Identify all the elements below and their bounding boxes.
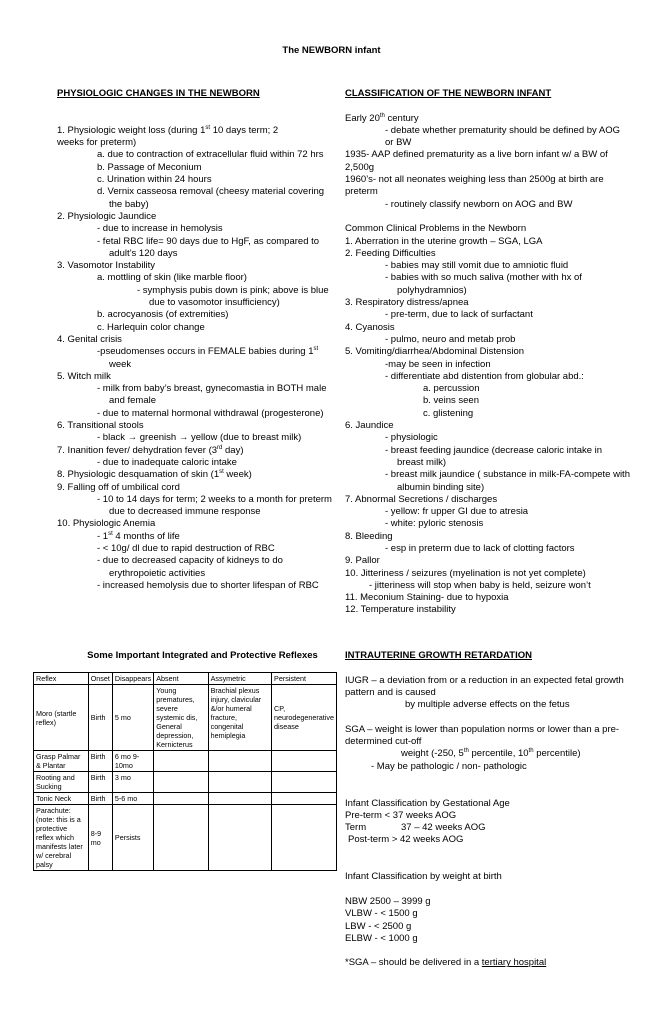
right-line	[345, 445, 630, 470]
left-line-text: c. Urination within 24 hours	[97, 174, 212, 186]
right-line-text: - babies may still vomit due to amniotic fluid	[385, 260, 569, 272]
sga-note-underlined: tertiary hospital	[481, 957, 547, 969]
left-line-text: 2. Physiologic Jaundice	[57, 210, 157, 222]
reflex-table-cell	[154, 751, 208, 772]
left-line-text: - milk from baby’s breast, gynecomastia in BOTH male and female	[97, 383, 327, 407]
right-line	[345, 272, 630, 297]
sga-definition: SGA – weight is lower than population norms or lower than a pre-determined cut-off	[345, 723, 620, 748]
reflex-table-row	[34, 751, 337, 772]
right-line	[345, 604, 630, 616]
left-line	[57, 408, 339, 420]
right-line	[345, 297, 630, 309]
reflex-table-cell: Young prematures, severe systemic dis, General depression, Kernicterus	[154, 685, 208, 751]
ga-preterm-label: Pre-term	[345, 809, 382, 821]
left-line-text: 3. Vasomotor Instability	[57, 260, 156, 272]
right-line-text: 9. Pallor	[345, 555, 380, 567]
left-line	[57, 469, 339, 481]
right-line	[345, 580, 630, 592]
left-line-text: - fetal RBC life= 90 days due to HgF, as compared to adult’s 120 days	[97, 235, 320, 259]
reflex-table-header-cell: Assymetric	[208, 673, 271, 685]
iugr-definition: IUGR – a deviation from or a reduction in an expected fetal growth pattern and is caused	[345, 674, 624, 698]
reflex-table-cell	[272, 751, 337, 772]
right-line-text: 1. Aberration in the uterine growth – SGA, LGA	[345, 235, 543, 247]
reflex-table-row	[34, 685, 337, 751]
reflex-table-cell: Parachute: (note: this is a protective reflex which manifests later w/ cerebral palsy	[34, 805, 89, 871]
left-line-text: - 1	[97, 530, 109, 542]
right-line	[345, 309, 630, 321]
left-line-text: - < 10g/ dl due to rapid destruction of RBC	[97, 542, 275, 554]
reflex-table-cell: Rooting and Sucking	[34, 772, 89, 793]
right-line	[345, 371, 630, 383]
reflex-table-cell: 8-9 mo	[88, 805, 112, 871]
reflex-table-header-cell: Absent	[154, 673, 208, 685]
reflex-table-cell: 5 mo	[112, 685, 153, 751]
right-line-text: - debate whether prematurity should be defined by AOG or BW	[385, 124, 620, 149]
right-line	[345, 568, 630, 580]
right-line	[345, 199, 630, 211]
right-line-text: 3. Respiratory distress/apnea	[345, 297, 469, 309]
left-line	[57, 543, 339, 555]
left-line	[57, 174, 339, 186]
bw-nbw: NBW 2500 – 3999 g	[345, 895, 431, 907]
right-line	[345, 592, 630, 604]
sga-weight-sup2: th	[528, 748, 534, 755]
left-line-text: 10. Physiologic Anemia	[57, 518, 156, 530]
right-line-text: 1935- AAP defined prematurity as a live born infant w/ a BW of 2,500g	[345, 149, 608, 173]
left-line-rest: 10 days term; 2	[210, 124, 279, 136]
right-line	[345, 494, 630, 506]
right-line-text: - yellow: fr upper GI due to atresia	[385, 506, 529, 518]
reflex-table-cell: Birth	[88, 793, 112, 805]
right-line	[345, 518, 630, 530]
right-line-text: 8. Bleeding	[345, 530, 393, 542]
right-line	[345, 236, 630, 248]
ga-term-label: Term	[345, 822, 367, 834]
left-line-sup: st	[108, 530, 113, 537]
iugr-definition-cont: by multiple adverse effects on the fetus	[405, 699, 570, 711]
right-line	[345, 260, 630, 272]
reflex-table-cell: Brachial plexus injury, clavicular &/or humeral fracture, congenital hemiplegia	[208, 685, 271, 751]
left-line	[57, 137, 339, 149]
right-line	[345, 555, 630, 567]
left-line-text: weeks for preterm)	[57, 137, 137, 149]
ga-postterm	[345, 834, 630, 846]
reflex-table-header-row	[34, 673, 337, 685]
reflex-table-cell: Persists	[112, 805, 153, 871]
bw-elbw: ELBW - < 1000 g	[345, 932, 418, 944]
right-line	[345, 223, 630, 235]
left-line	[57, 223, 339, 235]
reflex-table-cell	[154, 793, 208, 805]
right-line-text: 10. Jitteriness / seizures (myelination is not yet complete)	[345, 567, 586, 579]
right-line-text: - jitteriness will stop when baby is held, seizure won’t	[369, 579, 591, 591]
left-line-rest: week)	[223, 469, 252, 481]
left-line-text: -pseudomenses occurs in FEMALE babies during 1	[97, 346, 314, 358]
physiologic-changes-heading: PHYSIOLOGIC CHANGES IN THE NEWBORN	[57, 88, 260, 99]
right-line-text: 11. Meconium Staining- due to hypoxia	[345, 592, 509, 604]
reflex-table-cell: Grasp Palmar & Plantar	[34, 751, 89, 772]
ga-term-value: 37 – 42 weeks AOG	[401, 822, 486, 834]
right-line-text: Early 20	[345, 112, 380, 124]
left-line-text: 8. Physiologic desquamation of skin (1	[57, 469, 220, 481]
right-line	[345, 531, 630, 543]
reflex-table	[33, 672, 337, 871]
left-line-text: - increased hemolysis due to shorter lifespan of RBC	[97, 579, 319, 591]
left-line	[57, 531, 339, 543]
right-line-text: -may be seen in infection	[385, 358, 491, 370]
left-line-text: c. Harlequin color change	[97, 321, 205, 333]
left-line	[57, 432, 339, 444]
left-line	[57, 309, 339, 321]
reflex-table-row	[34, 772, 337, 793]
left-line	[57, 149, 339, 161]
bw-vlbw: VLBW - < 1500 g	[345, 908, 418, 920]
right-line-text: 4. Cyanosis	[345, 321, 395, 333]
reflex-table-title: Some Important Integrated and Protective Reflexes	[87, 650, 318, 661]
right-line-text: - physiologic	[385, 432, 438, 444]
reflex-table-cell: Birth	[88, 772, 112, 793]
left-line	[57, 186, 339, 211]
reflex-table-header-cell: Reflex	[34, 673, 89, 685]
reflex-table-cell	[272, 772, 337, 793]
classification-list	[345, 113, 630, 617]
right-line	[345, 420, 630, 432]
left-line	[57, 322, 339, 334]
right-line-rest: century	[384, 112, 419, 124]
sga-weight-c: percentile, 10	[468, 748, 529, 760]
left-line-text: a. due to contraction of extracellular fluid within 72 hrs	[97, 149, 324, 161]
iugr-heading: INTRAUTERINE GROWTH RETARDATION	[345, 650, 532, 661]
right-line	[345, 174, 630, 199]
right-line-text: 5. Vomiting/diarrhea/Abdominal Distension	[345, 346, 525, 358]
left-line	[57, 334, 339, 346]
reflex-table-header-cell: Onset	[88, 673, 112, 685]
ga-preterm	[345, 810, 630, 822]
right-line-text: - babies with so much saliva (mother with hx of polyhydramnios)	[385, 272, 582, 296]
left-line-sup: rd	[217, 444, 223, 451]
right-line	[345, 383, 630, 395]
reflex-table-cell: 5-6 mo	[112, 793, 153, 805]
left-line-sup: st	[313, 346, 319, 353]
sga-weight	[345, 748, 630, 760]
sga-weight-a: weight (-250, 5	[401, 748, 464, 760]
right-line-text: a. percussion	[423, 383, 480, 395]
right-line-text: - breast feeding jaundice (decrease caloric intake in breast milk)	[385, 444, 603, 468]
right-line	[345, 149, 630, 174]
right-line-text: - breast milk jaundice ( substance in milk-FA-compete with albumin binding site)	[385, 469, 630, 493]
right-line	[345, 408, 630, 420]
reflex-table-cell: Tonic Neck	[34, 793, 89, 805]
ga-postterm-value: > 42 weeks AOG	[391, 834, 464, 846]
right-line-text: 12. Temperature instability	[345, 604, 456, 616]
left-line	[57, 482, 339, 494]
left-line-text: b. Passage of Meconium	[97, 161, 202, 173]
reflex-table-row	[34, 793, 337, 805]
right-line	[345, 432, 630, 444]
sga-delivery-note	[345, 957, 630, 969]
left-line-sup: st	[205, 124, 211, 131]
bw-lbw: LBW - < 2500 g	[345, 920, 412, 932]
left-line	[57, 445, 339, 457]
reflex-table-cell	[208, 772, 271, 793]
sga-weight-sup1: th	[463, 748, 469, 755]
left-line	[57, 420, 339, 432]
left-line	[57, 236, 339, 261]
left-line	[57, 162, 339, 174]
reflex-table-cell	[272, 793, 337, 805]
reflex-table-row	[34, 805, 337, 871]
right-line-text: 1960’s- not all neonates weighing less than 2500g at birth are preterm	[345, 174, 604, 198]
left-line	[57, 383, 339, 408]
right-line	[345, 543, 630, 555]
left-column	[57, 88, 339, 592]
sga-weight-e: percentile)	[533, 748, 581, 760]
left-line-text: 6. Transitional stools	[57, 420, 144, 432]
sga-note-text: *SGA – should be delivered in a	[345, 957, 482, 969]
ga-preterm-value: < 37 weeks AOG	[384, 809, 457, 821]
right-line-text: b. veins seen	[423, 395, 479, 407]
reflex-table-cell	[208, 751, 271, 772]
left-line-text: - 10 to 14 days for term; 2 weeks to a month for preterm due to decreased immune response	[97, 493, 332, 518]
right-line	[345, 506, 630, 518]
classification-heading: CLASSIFICATION OF THE NEWBORN INFANT	[345, 88, 552, 99]
left-line	[57, 555, 339, 580]
right-line-text: - routinely classify newborn on AOG and BW	[385, 198, 573, 210]
right-line	[345, 248, 630, 260]
left-line-text: - due to maternal hormonal withdrawal (progesterone)	[97, 407, 324, 419]
reflex-table-cell	[272, 805, 337, 871]
right-line-text: - white: pyloric stenosis	[385, 518, 484, 530]
left-line	[57, 125, 339, 137]
bw-classification-title: Infant Classification by weight at birth	[345, 871, 502, 883]
left-line-text: 4. Genital crisis	[57, 333, 122, 345]
reflex-table-cell: Birth	[88, 751, 112, 772]
left-line-rest: 4 months of life	[112, 530, 180, 542]
left-line-rest: week	[109, 358, 132, 370]
left-line-sup: st	[219, 469, 224, 476]
left-line	[57, 346, 339, 371]
reflex-table-cell: 3 mo	[112, 772, 153, 793]
right-line	[345, 211, 630, 223]
left-line	[57, 457, 339, 469]
right-line-text: 6. Jaundice	[345, 420, 394, 432]
right-line-text: - esp in preterm due to lack of clotting factors	[385, 542, 575, 554]
left-line-text: - due to decreased capacity of kidneys to do erythropoietic activities	[97, 555, 283, 579]
right-line	[345, 334, 630, 346]
right-line-text: Common Clinical Problems in the Newborn	[345, 223, 527, 235]
right-line-text: 7. Abnormal Secretions / discharges	[345, 493, 498, 505]
right-line	[345, 469, 630, 494]
reflex-table-cell	[154, 772, 208, 793]
ga-classification-title: Infant Classification by Gestational Age	[345, 797, 510, 809]
iugr-section	[345, 650, 630, 970]
right-line-text: - pre-term, due to lack of surfactant	[385, 309, 533, 321]
left-line-text: a. mottling of skin (like marble floor)	[97, 272, 247, 284]
ga-postterm-label: Post-term	[348, 834, 390, 846]
ga-term	[345, 822, 630, 834]
reflex-table-cell: CP, neurodegenerative disease	[272, 685, 337, 751]
left-line	[57, 371, 339, 383]
left-line-text: - due to increase in hemolysis	[97, 223, 223, 235]
right-line	[345, 322, 630, 334]
left-line-rest: day)	[222, 444, 244, 456]
right-line	[345, 395, 630, 407]
left-line-text: - due to inadequate caloric intake	[97, 456, 237, 468]
left-line-text: b. acrocyanosis (of extremities)	[97, 309, 229, 321]
left-line-text: 5. Witch milk	[57, 370, 111, 382]
right-line-text: - pulmo, neuro and metab prob	[385, 333, 516, 345]
reflex-table-cell	[154, 805, 208, 871]
left-line	[57, 260, 339, 272]
left-line	[57, 272, 339, 284]
right-line-text: - differentiate abd distention from globular abd.:	[385, 370, 584, 382]
reflex-table-cell: 6 mo 9-10mo	[112, 751, 153, 772]
sga-pathologic: - May be pathologic / non- pathologic	[371, 760, 527, 772]
right-line	[345, 346, 630, 358]
reflex-table-cell: Moro (startle reflex)	[34, 685, 89, 751]
left-line-text: - black → greenish → yellow (due to breast milk)	[97, 432, 302, 444]
left-line	[57, 580, 339, 592]
left-line-text: 7. Inanition fever/ dehydration fever (3	[57, 444, 218, 456]
left-line	[57, 211, 339, 223]
reflex-table-cell	[208, 793, 271, 805]
reflex-table-header-cell: Disappears	[112, 673, 153, 685]
reflex-table-cell: Birth	[88, 685, 112, 751]
left-line	[57, 285, 339, 310]
right-line	[345, 359, 630, 371]
right-line-sup: th	[379, 112, 385, 119]
reflex-table-cell	[208, 805, 271, 871]
right-line	[345, 113, 630, 125]
left-line-text: - symphysis pubis down is pink; above is blue due to vasomotor insufficiency)	[137, 284, 329, 309]
right-line-text: c. glistening	[423, 407, 474, 419]
left-line-text: d. Vernix casseosa removal (cheesy material covering the baby)	[97, 186, 325, 210]
reflex-table-header-cell: Persistent	[272, 673, 337, 685]
right-line-text: 2. Feeding Difficulties	[345, 247, 436, 259]
left-line	[57, 494, 339, 519]
physiologic-changes-list	[57, 125, 339, 592]
left-line-text: 1. Physiologic weight loss (during 1	[57, 124, 206, 136]
left-line	[57, 518, 339, 530]
page-title: The NEWBORN infant	[282, 45, 381, 56]
right-line	[345, 125, 630, 150]
right-column	[345, 88, 630, 617]
left-line-text: 9. Falling off of umbilical cord	[57, 481, 180, 493]
